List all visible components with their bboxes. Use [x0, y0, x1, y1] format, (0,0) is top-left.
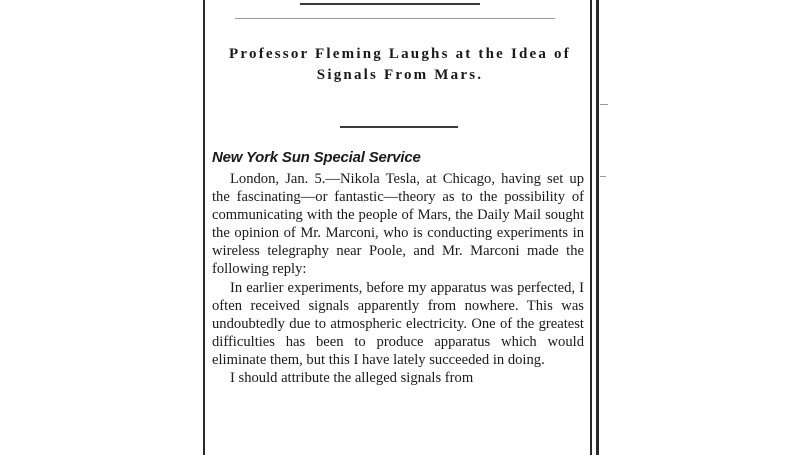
margin-mark — [600, 176, 606, 177]
article-headline: Professor Fleming Laughs at the Idea of Signals From Mars. — [229, 46, 571, 83]
column-border-right-outer — [590, 0, 592, 455]
article-paragraph-2: In earlier experiments, before my apparatus was perfected, I often received signals apparently from nowhere. This was undoubtedly due to atmospheric electricity. One of the greatest difficulties has been to produce apparatus which would eliminate them, but this I have lately succeeded in doing. — [212, 279, 584, 368]
article-paragraph-3: I should attribute the alleged signals from — [230, 370, 474, 387]
top-divider-thin — [235, 18, 555, 19]
column-border-left — [203, 0, 205, 455]
column-border-right-inner — [596, 0, 599, 455]
article-byline: New York Sun Special Service — [212, 149, 421, 166]
margin-mark — [600, 104, 608, 105]
article-body — [212, 170, 584, 387]
headline-divider — [340, 126, 458, 128]
article-paragraph-1: London, Jan. 5.—Nikola Tesla, at Chicago, having set up the fascinating—or fantastic—theory as to the possibility of communicating with the people of Mars, the Daily Mail sought the opinion of Mr. Marconi, who is conducting experiments in wireless telegraphy near Poole, and Mr. Marconi made the following reply: — [212, 171, 584, 278]
top-divider — [300, 3, 480, 5]
